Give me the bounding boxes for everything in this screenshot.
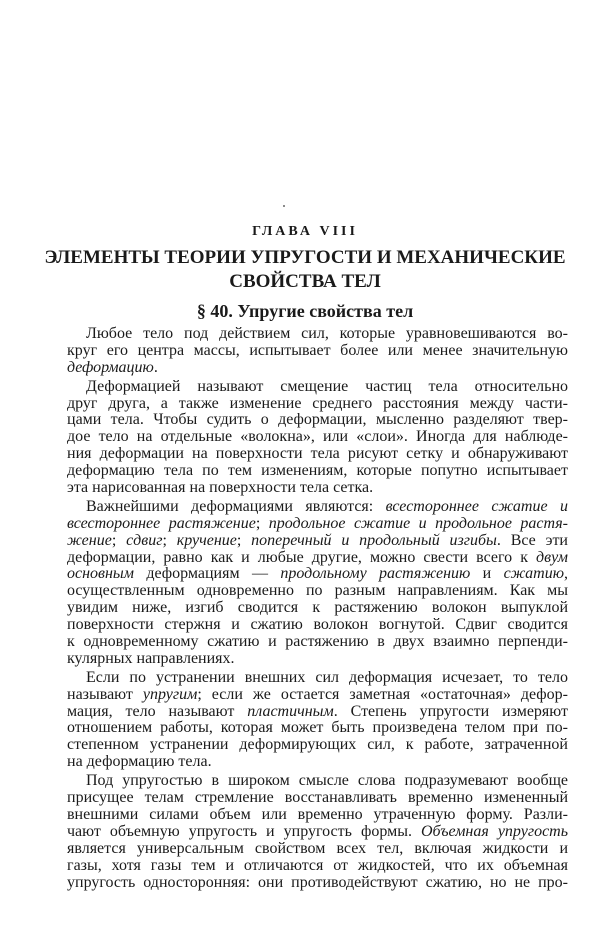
italic-term: всестороннее сжатие и xyxy=(385,497,569,515)
text-run: чают объемную упругость и упругость формы. xyxy=(67,822,421,840)
text-line xyxy=(67,790,568,807)
text-line xyxy=(67,841,568,858)
text-run: дое тело на отдельные «волокна», или «слои». Иногда для наблюде- xyxy=(67,428,568,446)
text-line xyxy=(67,396,568,413)
text-line xyxy=(67,670,568,687)
text-line xyxy=(67,651,568,668)
chapter-title xyxy=(0,246,610,294)
paragraph xyxy=(67,670,568,771)
paragraph xyxy=(67,773,568,891)
chapter-title-line: СВОЙСТВА ТЕЛ xyxy=(229,271,381,292)
text-run: . xyxy=(153,358,158,376)
text-run: внешними силами объем или временно утраченную форму. Разли- xyxy=(67,805,568,823)
text-run: эта нарисованная на поверхности тела сетка. xyxy=(67,479,374,497)
text-run: . Степень упругости измеряют xyxy=(333,702,569,720)
text-line xyxy=(67,550,568,567)
text-run: мация, тело называют xyxy=(67,702,248,720)
paragraph xyxy=(67,379,568,497)
text-line xyxy=(67,360,568,377)
text-run: ; xyxy=(162,531,177,549)
text-line xyxy=(67,499,568,516)
text-run: на деформацию тела. xyxy=(67,753,212,771)
text-run: присущее телам стремление восстанавливать временно измененный xyxy=(67,789,568,807)
text-run: ; xyxy=(255,514,269,532)
text-line xyxy=(67,463,568,480)
text-line xyxy=(67,379,568,396)
scan-speck xyxy=(283,205,285,207)
text-run: степенном устранении деформирующих сил, к работе, затраченной xyxy=(67,736,568,754)
italic-term: кручение xyxy=(176,531,237,549)
text-run: друг друга, а также изменение среднего расстояния между части- xyxy=(67,394,568,412)
italic-term: двум xyxy=(536,548,568,566)
text-line xyxy=(67,773,568,790)
text-run: поверхности стержня и сжатию волокон вогнутой. Сдвиг сводится xyxy=(67,616,568,634)
text-line xyxy=(67,875,568,892)
text-run: . Все эти xyxy=(496,531,568,549)
text-line xyxy=(67,600,568,617)
text-run: к одновременному сжатию и растяжению в двух взаимно перпенди- xyxy=(67,633,568,651)
text-run: , xyxy=(564,565,568,583)
text-run: ния деформации на поверхности тела рисуют сетку и обнаруживают xyxy=(67,445,568,463)
text-run: деформации, равно как и любые другие, можно свести всего к xyxy=(67,548,537,566)
text-line xyxy=(67,516,568,533)
text-line xyxy=(67,720,568,737)
text-line xyxy=(67,533,568,550)
italic-term: Объемная упругость xyxy=(421,822,568,840)
text-line xyxy=(67,704,568,721)
italic-term: продольное сжатие и продольное растя- xyxy=(268,514,569,532)
italic-term: основным xyxy=(67,565,134,583)
text-line xyxy=(67,754,568,771)
text-run: отношением работы, которая может быть произведена телом при по- xyxy=(67,719,568,737)
section-heading: § 40. Упругие свойства тел xyxy=(196,301,414,321)
text-run: круг его центра массы, испытывает более или менее значительную xyxy=(67,341,568,359)
text-run: Под упругостью в широком смысле слова подразумевают вообще xyxy=(86,772,568,790)
text-run: цами тела. Чтобы судить о деформации, мысленно разделяют твер- xyxy=(67,411,568,429)
text-run: осуществленным одновременно по разным направлениям. Как мы xyxy=(67,582,568,600)
text-run: ; если же остается заметная «остаточная» дефор- xyxy=(197,685,568,703)
italic-term: всестороннее растяжение xyxy=(67,514,256,532)
paragraph xyxy=(67,499,568,668)
paragraph xyxy=(67,326,568,377)
text-run: Если по устранении внешних сил деформация исчезает, то тело xyxy=(86,668,568,686)
text-run: Деформацией называют смещение частиц тела относительно xyxy=(86,377,568,395)
text-line xyxy=(67,634,568,651)
italic-term: деформацию xyxy=(67,358,154,376)
text-line xyxy=(67,858,568,875)
text-run: является универсальным свойством всех тел, включая жидкости и xyxy=(67,839,568,857)
text-line xyxy=(67,687,568,704)
italic-term: поперечный и продольный изгибы xyxy=(251,531,497,549)
italic-term: упругим xyxy=(142,685,198,703)
chapter-label: ГЛАВА VIII xyxy=(252,224,358,239)
text-line xyxy=(67,429,568,446)
text-run: упругость односторонняя: они противодействуют сжатию, но не про- xyxy=(67,873,568,891)
text-line xyxy=(67,617,568,634)
text-line xyxy=(67,343,568,360)
text-run: называют xyxy=(67,685,143,703)
text-run: Любое тело под действием сил, которые уравновешиваются во- xyxy=(86,325,568,342)
text-line xyxy=(67,824,568,841)
chapter-title-line: ЭЛЕМЕНТЫ ТЕОРИИ УПРУГОСТИ И МЕХАНИЧЕСКИЕ xyxy=(44,247,566,268)
text-line xyxy=(67,480,568,497)
text-line xyxy=(67,807,568,824)
text-line xyxy=(67,566,568,583)
text-run: Важнейшими деформациями являются: xyxy=(86,497,386,515)
italic-term: продольному растяжению xyxy=(280,565,471,583)
text-run: увидим ниже, изгиб сводится к растяжению волокон выпуклой xyxy=(67,599,568,617)
text-run: и xyxy=(470,565,504,583)
text-line xyxy=(67,737,568,754)
text-run: ; xyxy=(236,531,252,549)
text-run: деформациям — xyxy=(133,565,281,583)
text-line xyxy=(67,583,568,600)
text-run: газы, хотя газы тем и отличаются от жидкостей, что их объемная xyxy=(67,856,568,874)
text-line xyxy=(67,326,568,343)
body-text xyxy=(67,326,568,893)
italic-term: пластичным xyxy=(247,702,334,720)
italic-term: жение xyxy=(67,531,112,549)
italic-term: сжатию xyxy=(503,565,564,583)
text-run: деформацию тела по тем изменениям, которые попутно испытывает xyxy=(67,462,568,480)
text-line xyxy=(67,412,568,429)
text-line xyxy=(67,446,568,463)
text-run: ; xyxy=(111,531,127,549)
italic-term: сдвиг xyxy=(126,531,163,549)
text-run: кулярных направлениях. xyxy=(67,649,235,667)
